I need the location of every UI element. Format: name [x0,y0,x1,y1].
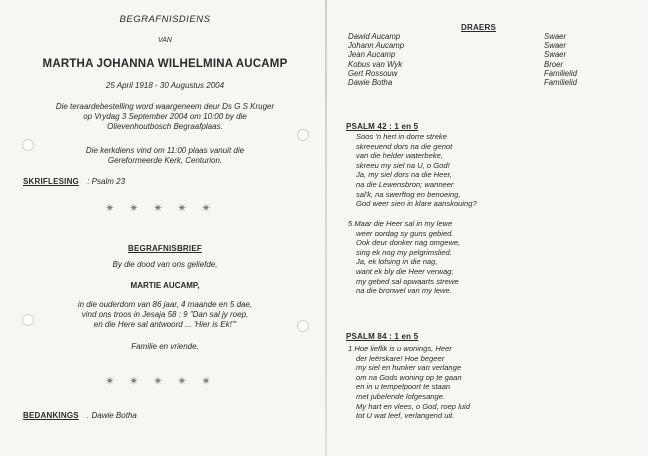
psalm42-title: PSALM 42 : 1 en 5 [346,122,419,131]
draer-row [348,32,628,41]
poem-line: met jubelende lofgesange. [356,391,446,401]
poem-line: skreeuend dors na die genot [356,141,453,151]
ornament-stars: ✴✴✴✴✴ [104,201,226,215]
psalm42-verse1 [356,132,626,209]
skriflesing-value: : Psalm 23 [87,177,126,186]
family-signoff: Familie en vriende. [131,342,199,351]
deceased-name: MARTHA JOHANNA WILHELMINA AUCAMP [42,58,288,70]
life-dates: 25 April 1918 - 30 Augustus 2004 [105,81,225,90]
draer-role: Swaer [544,50,567,60]
bedankings-value: . Dawie Botha [87,411,137,420]
poem-line: na die Lewensbron; wanneer [356,179,454,189]
poem-line: 1 Hoe lieflik is u wonings, Heer [348,344,452,353]
burial-notice [20,102,310,132]
draer-name: Kobus van Wyk [348,59,403,69]
poem-line: Ja, my siel dors na die Heer, [356,170,452,180]
church-line: Die kerkdiens vind om 11:00 plaas vanuit die [85,146,245,155]
draer-row [348,78,628,87]
draer-role: Swaer [544,32,567,41]
poem-line: my gebed sal opwaarts strewe [356,276,459,286]
bedankings-row [23,411,137,420]
poem-line: sal'k, na swerftog en benoeing, [356,189,461,199]
poem-line: en in u tempelpoort te staan [356,382,451,392]
service-title: BEGRAFNISDIENS [119,14,211,25]
draer-row [348,69,628,78]
poem-line: tot U wat leef, verlangend uit. [356,411,455,421]
burial-line: Die teraardebestelling word waargeneem deur Ds G S Kruger [55,102,275,111]
van-label: VAN [157,37,172,44]
burial-line: op Vrydag 3 September 2004 om 10:00 by die [83,112,247,121]
poem-line: 5 Maar die Heer sal in my lewe [348,219,453,228]
poem-line: van die helder waterbeke, [356,151,443,161]
poem-line: Ja, ek lofsing in die nag, [356,257,438,267]
psalm84-verse1 [348,344,628,421]
skriflesing-label: SKRIFLESING [23,177,79,186]
skriflesing-row [23,177,125,186]
draer-name: Johann Aucamp [348,41,405,51]
draer-name: Jean Aucamp [348,50,396,60]
poem-line: sing ek nog my pelgrimslied. [356,247,452,257]
poem-line: My hart en vlees, o God, roep luid [356,401,470,411]
draer-role: Swaer [544,41,567,51]
poem-line: God weer sien in klare aanskouing? [356,199,477,209]
letter-name: MARTIE AUCAMP, [130,281,200,290]
bedankings-label: BEDANKINGS [23,411,79,420]
ornament-stars: ✴✴✴✴✴ [104,374,226,388]
draer-role: Broer [544,59,564,69]
draers-list [348,32,628,87]
poem-line: my siel en hunker van verlange [356,363,462,373]
letter-title: BEGRAFNISBRIEF [128,244,202,253]
psalm42-verse5 [348,219,628,296]
poem-line: weer oordag sy guns gebied. [356,228,454,238]
draer-role: Familielid [544,68,577,78]
draer-row [348,60,628,69]
church-notice [20,146,310,166]
draer-name: Dawie Botha [348,78,393,88]
draer-name: Dawid Aucamp [348,32,401,41]
church-line: Gereformeerde Kerk, Centurion. [107,156,223,165]
letter-line: vind ons troos in Jesaja 58 : 9 "Dan sal jy roep, [81,310,249,319]
draer-row [348,50,628,59]
poem-line: want ek bly die Heer verwag; [356,266,454,276]
poem-line: Soos 'n hert in dorre streke [356,132,447,141]
letter-line: en die Here sal antwoord ... 'Hier is Ek!'" [93,320,237,329]
psalm84-title: PSALM 84 : 1 en 5 [346,332,419,341]
psalm84-title-wrap [346,326,418,344]
letter-intro: By die dood van ons geliefde, [112,260,218,269]
letter-line: in die ouderdom van 86 jaar, 4 maande en 5 dae, [77,300,253,309]
draers-title: DRAERS [461,23,496,32]
draer-role: Familielid [544,78,577,88]
poem-line: der leërskare! Hoe begeer [356,353,445,363]
letter-body [20,300,310,330]
burial-line: Olievenhoutbosch Begraafplaas. [107,122,223,131]
letter-title-wrap [20,238,310,256]
poem-line: na die bronwel van my lewe. [356,286,452,296]
draer-name: Gert Rossouw [348,68,398,78]
poem-line: skreeu my siel na U, o God! [356,160,450,170]
page-fold [325,0,327,456]
poem-line: Ook deur donker nag omgewe, [356,238,461,248]
draer-row [348,41,628,50]
poem-line: om na Gods woning op te gaan [356,372,462,382]
